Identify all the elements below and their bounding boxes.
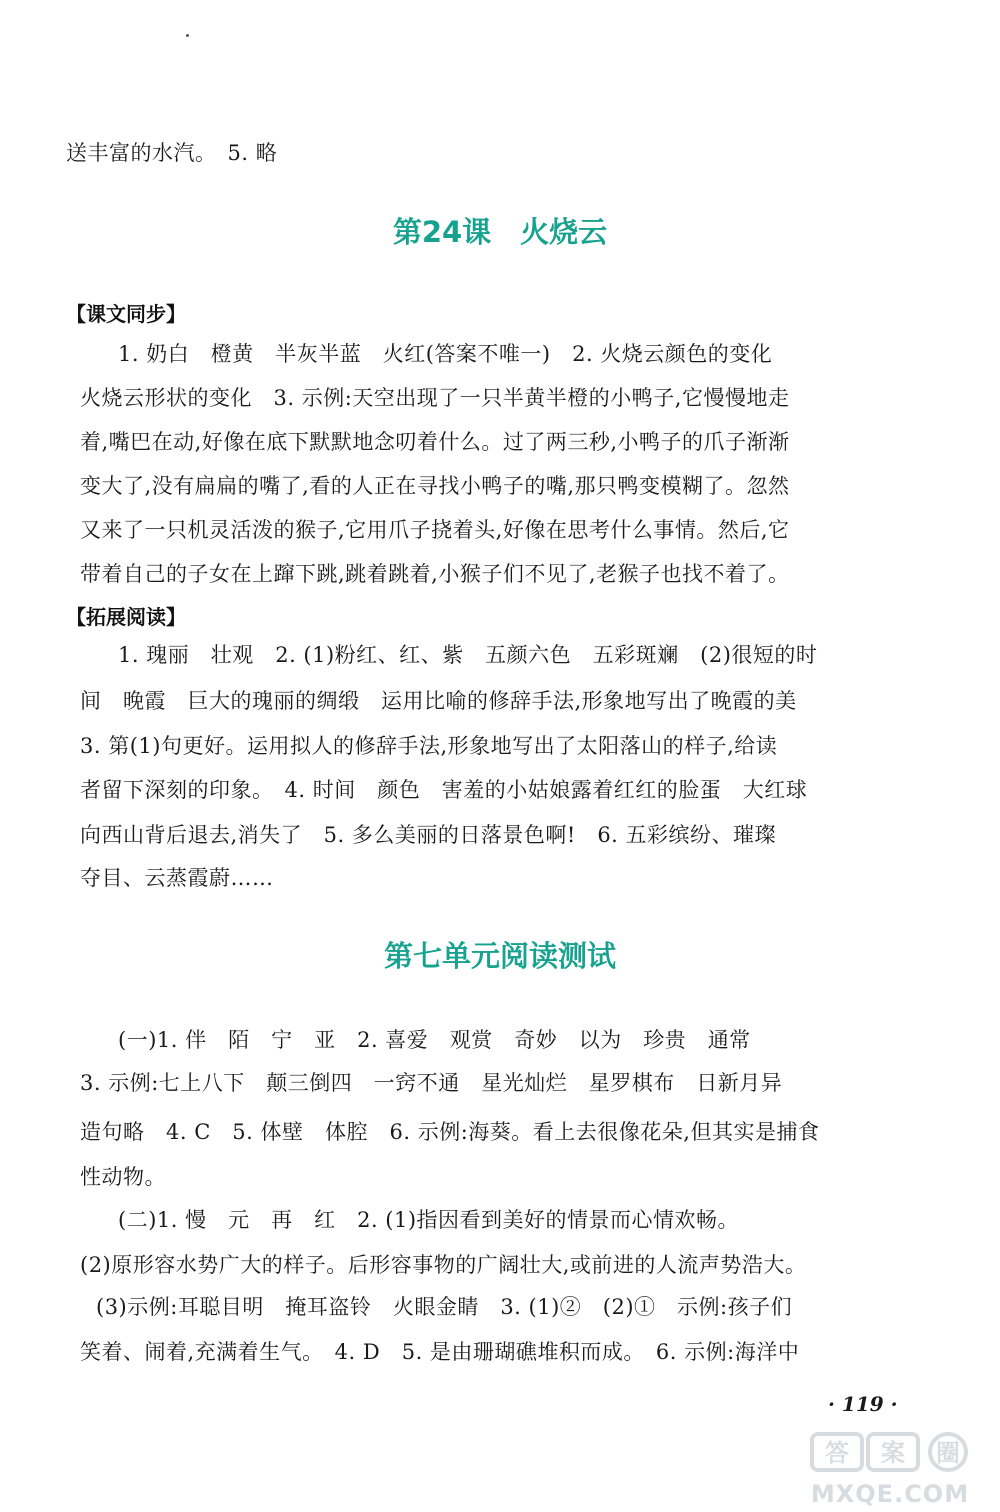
- unit7-line: (2)原形容水势广大的样子。后形容事物的广阔壮大,或前进的人流声势浩大。: [80, 1253, 807, 1277]
- kewen-section-label: 【课文同步】: [66, 302, 186, 326]
- kewen-line: 火烧云形状的变化 3. 示例:天空出现了一只半黄半橙的小鸭子,它慢慢地走: [80, 386, 790, 410]
- kewen-line: 带着自己的子女在上蹿下跳,跳着跳着,小猴子们不见了,老猴子也找不着了。: [80, 562, 790, 586]
- unit7-line: 3. 示例:七上八下 颠三倒四 一窍不通 星光灿烂 星罗棋布 日新月异: [80, 1071, 783, 1095]
- tuozhan-line: 1. 瑰丽 壮观 2. (1)粉红、红、紫 五颜六色 五彩斑斓 (2)很短的时: [118, 643, 818, 667]
- watermark-char: 圈: [936, 1439, 960, 1467]
- unit7-line: 造句略 4. C 5. 体壁 体腔 6. 示例:海葵。看上去很像花朵,但其实是捕食: [80, 1120, 820, 1144]
- tuozhan-line: 者留下深刻的印象。 4. 时间 颜色 害羞的小姑娘露着红红的脸蛋 大红球: [80, 778, 808, 802]
- page-number: · 119 ·: [828, 1392, 898, 1416]
- watermark-text: MXQE.COM: [810, 1480, 970, 1508]
- top-fragment-line: 送丰富的水汽。 5. 略: [66, 141, 278, 165]
- kewen-line: 变大了,没有扁扁的嘴了,看的人正在寻找小鸭子的嘴,那只鸭变模糊了。忽然: [80, 474, 790, 498]
- unit-7-title: 第七单元阅读测试: [383, 939, 616, 973]
- kewen-line: 又来了一只机灵活泼的猴子,它用爪子挠着头,好像在思考什么事情。然后,它: [80, 518, 790, 542]
- scan-speck: [186, 34, 189, 37]
- unit7-line: 性动物。: [80, 1165, 166, 1189]
- unit7-line: (3)示例:耳聪目明 掩耳盗铃 火眼金睛 3. (1)② (2)① 示例:孩子们: [96, 1295, 793, 1319]
- watermark-logo-icon: [808, 1430, 978, 1474]
- tuozhan-line: 3. 第(1)句更好。运用拟人的修辞手法,形象地写出了太阳落山的样子,给读: [80, 734, 778, 758]
- unit7-line: (一)1. 伴 陌 宁 亚 2. 喜爱 观赏 奇妙 以为 珍贵 通常: [118, 1028, 751, 1052]
- unit7-line: (二)1. 慢 元 再 红 2. (1)指因看到美好的情景而心情欢畅。: [118, 1208, 740, 1232]
- watermark-char: 案: [881, 1439, 905, 1467]
- watermark-char: 答: [825, 1439, 849, 1467]
- tuozhan-line: 向西山背后退去,消失了 5. 多么美丽的日落景色啊! 6. 五彩缤纷、璀璨: [80, 823, 777, 847]
- watermark: [790, 1430, 990, 1508]
- unit7-line: 笑着、闹着,充满着生气。 4. D 5. 是由珊瑚礁堆积而成。 6. 示例:海洋中: [80, 1340, 800, 1364]
- kewen-line: 着,嘴巴在动,好像在底下默默地念叨着什么。过了两三秒,小鸭子的爪子渐渐: [80, 430, 790, 454]
- tuozhan-section-label: 【拓展阅读】: [66, 605, 186, 629]
- tuozhan-line: 夺目、云蒸霞蔚……: [80, 866, 274, 890]
- lesson-24-title: 第24课 火烧云: [392, 215, 608, 249]
- kewen-line: 1. 奶白 橙黄 半灰半蓝 火红(答案不唯一) 2. 火烧云颜色的变化: [118, 342, 773, 366]
- tuozhan-line: 间 晚霞 巨大的瑰丽的绸缎 运用比喻的修辞手法,形象地写出了晚霞的美: [80, 689, 797, 713]
